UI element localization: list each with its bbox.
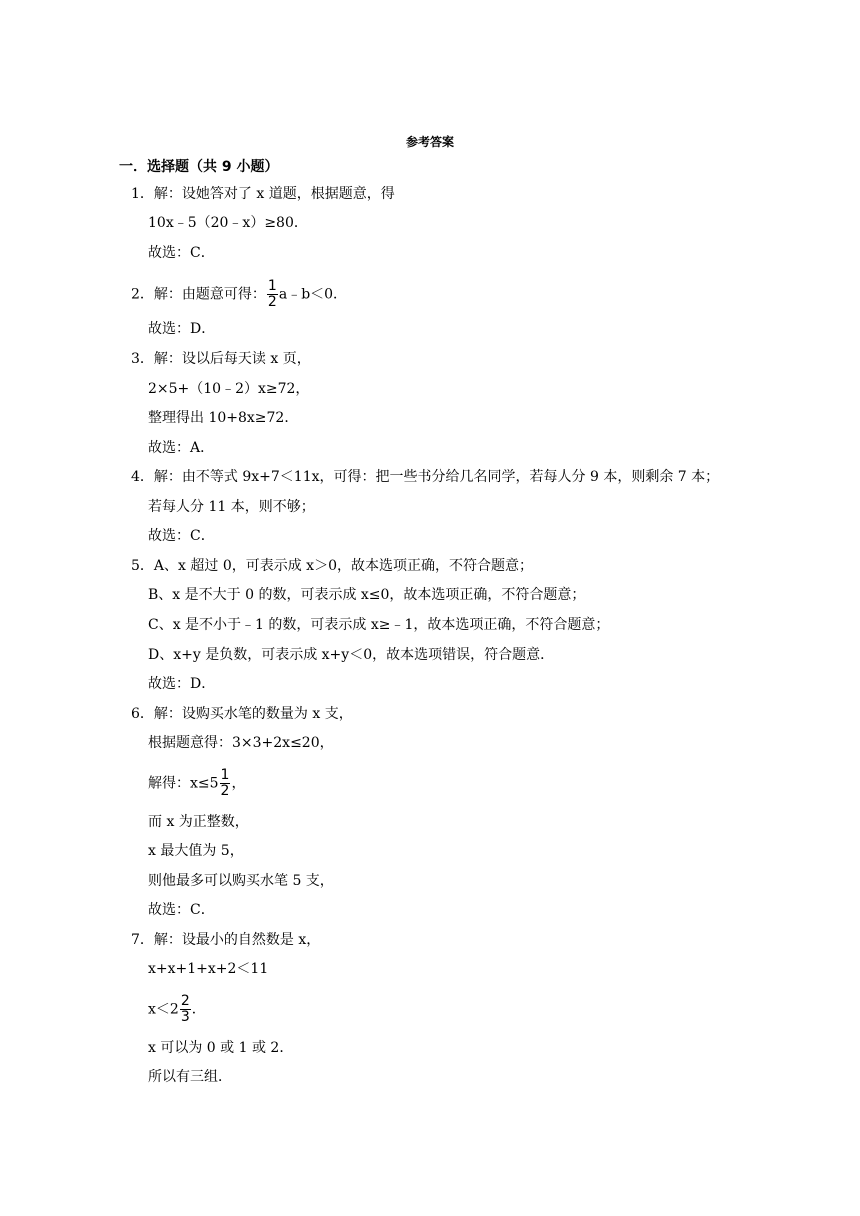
fraction-two-thirds: $\frac{2}{3}$	[180, 993, 190, 1025]
answer-6-max: x 最大值为 5，	[148, 843, 244, 859]
answer-6-conclusion: 则他最多可以购买水笔 5 支，	[148, 873, 334, 889]
answer-7-inequality: x+x+1+x+2＜11	[148, 961, 269, 977]
answer-5-option-c: C、x 是不小于﹣1 的数，可表示成 x≥﹣1，故本选项正确，不符合题意；	[148, 617, 610, 633]
answer-5-option-b: B、x 是不大于 0 的数，可表示成 x≤0，故本选项正确，不符合题意；	[148, 587, 586, 603]
answer-6-inequality: 根据题意得：3×3+2x≤20，	[148, 735, 334, 751]
section-heading: 一．选择题（共 9 小题）	[119, 159, 279, 175]
answer-7-solution: x＜2 $\frac{2}{3}$ ．	[148, 993, 206, 1025]
answer-3-line: 3．解：设以后每天读 x 页，	[131, 351, 311, 367]
answer-7-values: x 可以为 0 或 1 或 2．	[148, 1040, 294, 1056]
answer-1-line: 1．解：设她答对了 x 道题，根据题意，得	[131, 186, 395, 202]
answer-6-line: 6．解：设购买水笔的数量为 x 支，	[131, 706, 353, 722]
answer-6-choice: 故选：C．	[148, 902, 215, 918]
answer-3-inequality: 2×5+（10﹣2）x≥72，	[148, 381, 310, 397]
answer-3-simplified: 整理得出 10+8x≥72．	[148, 410, 299, 426]
page-title: 参考答案	[405, 135, 454, 149]
answer-2-text: 2．解：由题意可得：	[131, 286, 266, 303]
answer-5-choice: 故选：D．	[148, 676, 216, 692]
answer-4-choice: 故选：C．	[148, 528, 215, 544]
answer-5-option-a: 5．A、x 超过 0，可表示成 x＞0，故本选项正确，不符合题意；	[131, 558, 533, 574]
answer-6-integer: 而 x 为正整数，	[148, 814, 249, 830]
answer-2-expression: a﹣b＜0．	[278, 286, 348, 303]
answer-2-line	[131, 279, 347, 310]
answer-2-choice: 故选：D．	[148, 321, 216, 337]
answer-7-conclusion: 所以有三组．	[148, 1069, 232, 1085]
answer-3-choice: 故选：A．	[148, 440, 215, 456]
answer-1-choice: 故选：C．	[148, 245, 215, 261]
fraction-half: $\frac{1}{2}$	[220, 767, 230, 799]
answer-4-continuation: 若每人分 11 本，则不够；	[148, 499, 315, 515]
answer-7-line: 7．解：设最小的自然数是 x，	[131, 932, 321, 948]
answer-5-option-d: D、x+y 是负数，可表示成 x+y＜0，故本选项错误，符合题意．	[148, 647, 555, 663]
answer-1-inequality: 10x﹣5（20﹣x）≥80．	[148, 215, 308, 231]
answer-6-solution: 解得：x≤5 $\frac{1}{2}$ ，	[148, 767, 246, 799]
fraction-half: $\frac{1}{2}$	[267, 278, 277, 310]
answer-4-line: 4．解：由不等式 9x+7＜11x，可得：把一些书分给几名同学，若每人分 9 本，则剩余 7 本；	[131, 469, 720, 485]
